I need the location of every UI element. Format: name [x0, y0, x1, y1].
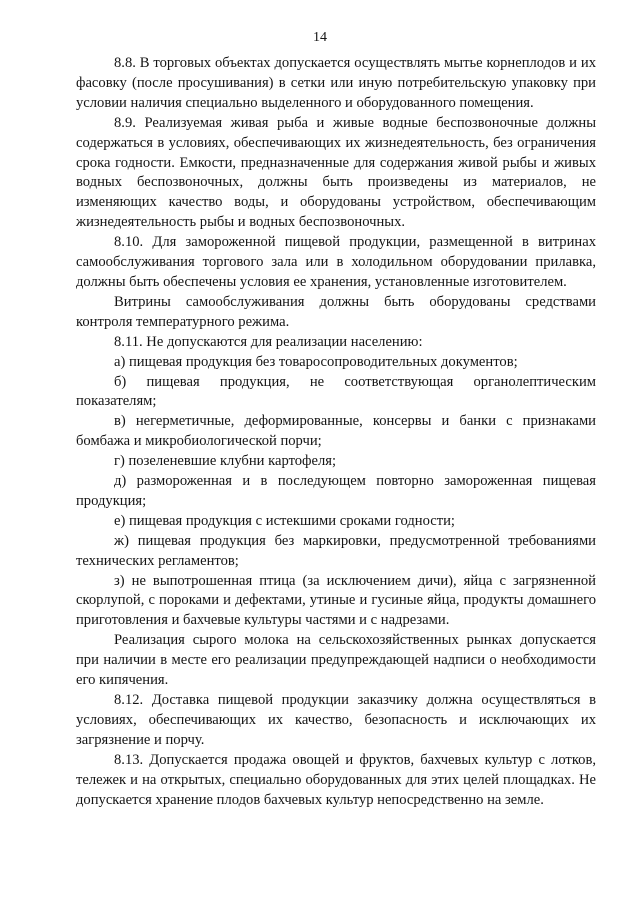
list-item-e: е) пищевая продукция с истекшими сроками годности;	[114, 512, 455, 529]
paragraph-8-8: 8.8. В торговых объектах допускается осуществлять мытье корнеплодов и их фасовку (после просушивания) в сетки или иную потребительскую упаковку при условии наличия специально выделенного и оборудованного помещения.	[76, 55, 596, 111]
page-number: 14	[313, 30, 327, 45]
paragraph-8-9: 8.9. Реализуемая живая рыба и живые водные беспозвоночные должны содержаться в условиях, обеспечивающих их жизнедеятельность, без ограничения срока годности. Емкости, предназначенные для содержания живой рыбы и живых водных беспозвоночных, должны быть произведены из материалов, не изменяющих качество воды, и оборудованы устройством, обеспечивающим жизнедеятельность рыбы и водных беспозвоночных.	[76, 114, 596, 231]
list-item-v: в) негерметичные, деформированные, консервы и банки с признаками бомбажа и микробиологической порчи;	[76, 413, 596, 450]
paragraph-8-13: 8.13. Допускается продажа овощей и фруктов, бахчевых культур с лотков, тележек и на открытых, специально оборудованных для этих целей площадках. Не допускается хранение плодов бахчевых культур непосредственно на земле.	[76, 751, 596, 808]
paragraph-8-10: 8.10. Для замороженной пищевой продукции, размещенной в витринах самообслуживания торгового зала или в холодильном оборудовании прилавка, должны быть обеспечены условия ее хранения, установленные изготовителем.	[76, 234, 596, 290]
paragraph-raw-milk: Реализация сырого молока на сельскохозяйственных рынках допускается при наличии в месте его реализации предупреждающей надписи о необходимости его кипячения.	[76, 632, 596, 689]
list-item-a: а) пищевая продукция без товаросопроводительных документов;	[114, 353, 518, 370]
list-item-g: г) позеленевшие клубни картофеля;	[114, 453, 337, 470]
paragraph-showcases: Витрины самообслуживания должны быть оборудованы средствами контроля температурного режима.	[76, 293, 596, 330]
list-item-b: б) пищевая продукция, не соответствующая органолептическим показателям;	[76, 373, 596, 410]
paragraph-8-12: 8.12. Доставка пищевой продукции заказчику должна осуществляться в условиях, обеспечивающих их качество, безопасность и исключающих их загрязнение и порчу.	[76, 692, 596, 748]
paragraph-8-11: 8.11. Не допускаются для реализации населению:	[114, 333, 423, 350]
list-item-z: з) не выпотрошенная птица (за исключением дичи), яйца с загрязненной скорлупой, с пороками и дефектами, утиные и гусиные яйца, продукты домашнего приготовления и бахчевые культуры частями и с надрезами.	[76, 572, 596, 629]
document-body	[76, 54, 596, 810]
list-item-zh: ж) пищевая продукция без маркировки, предусмотренной требованиями технических регламентов;	[76, 532, 596, 569]
list-item-d: д) размороженная и в последующем повторно замороженная пищевая продукция;	[76, 473, 596, 509]
